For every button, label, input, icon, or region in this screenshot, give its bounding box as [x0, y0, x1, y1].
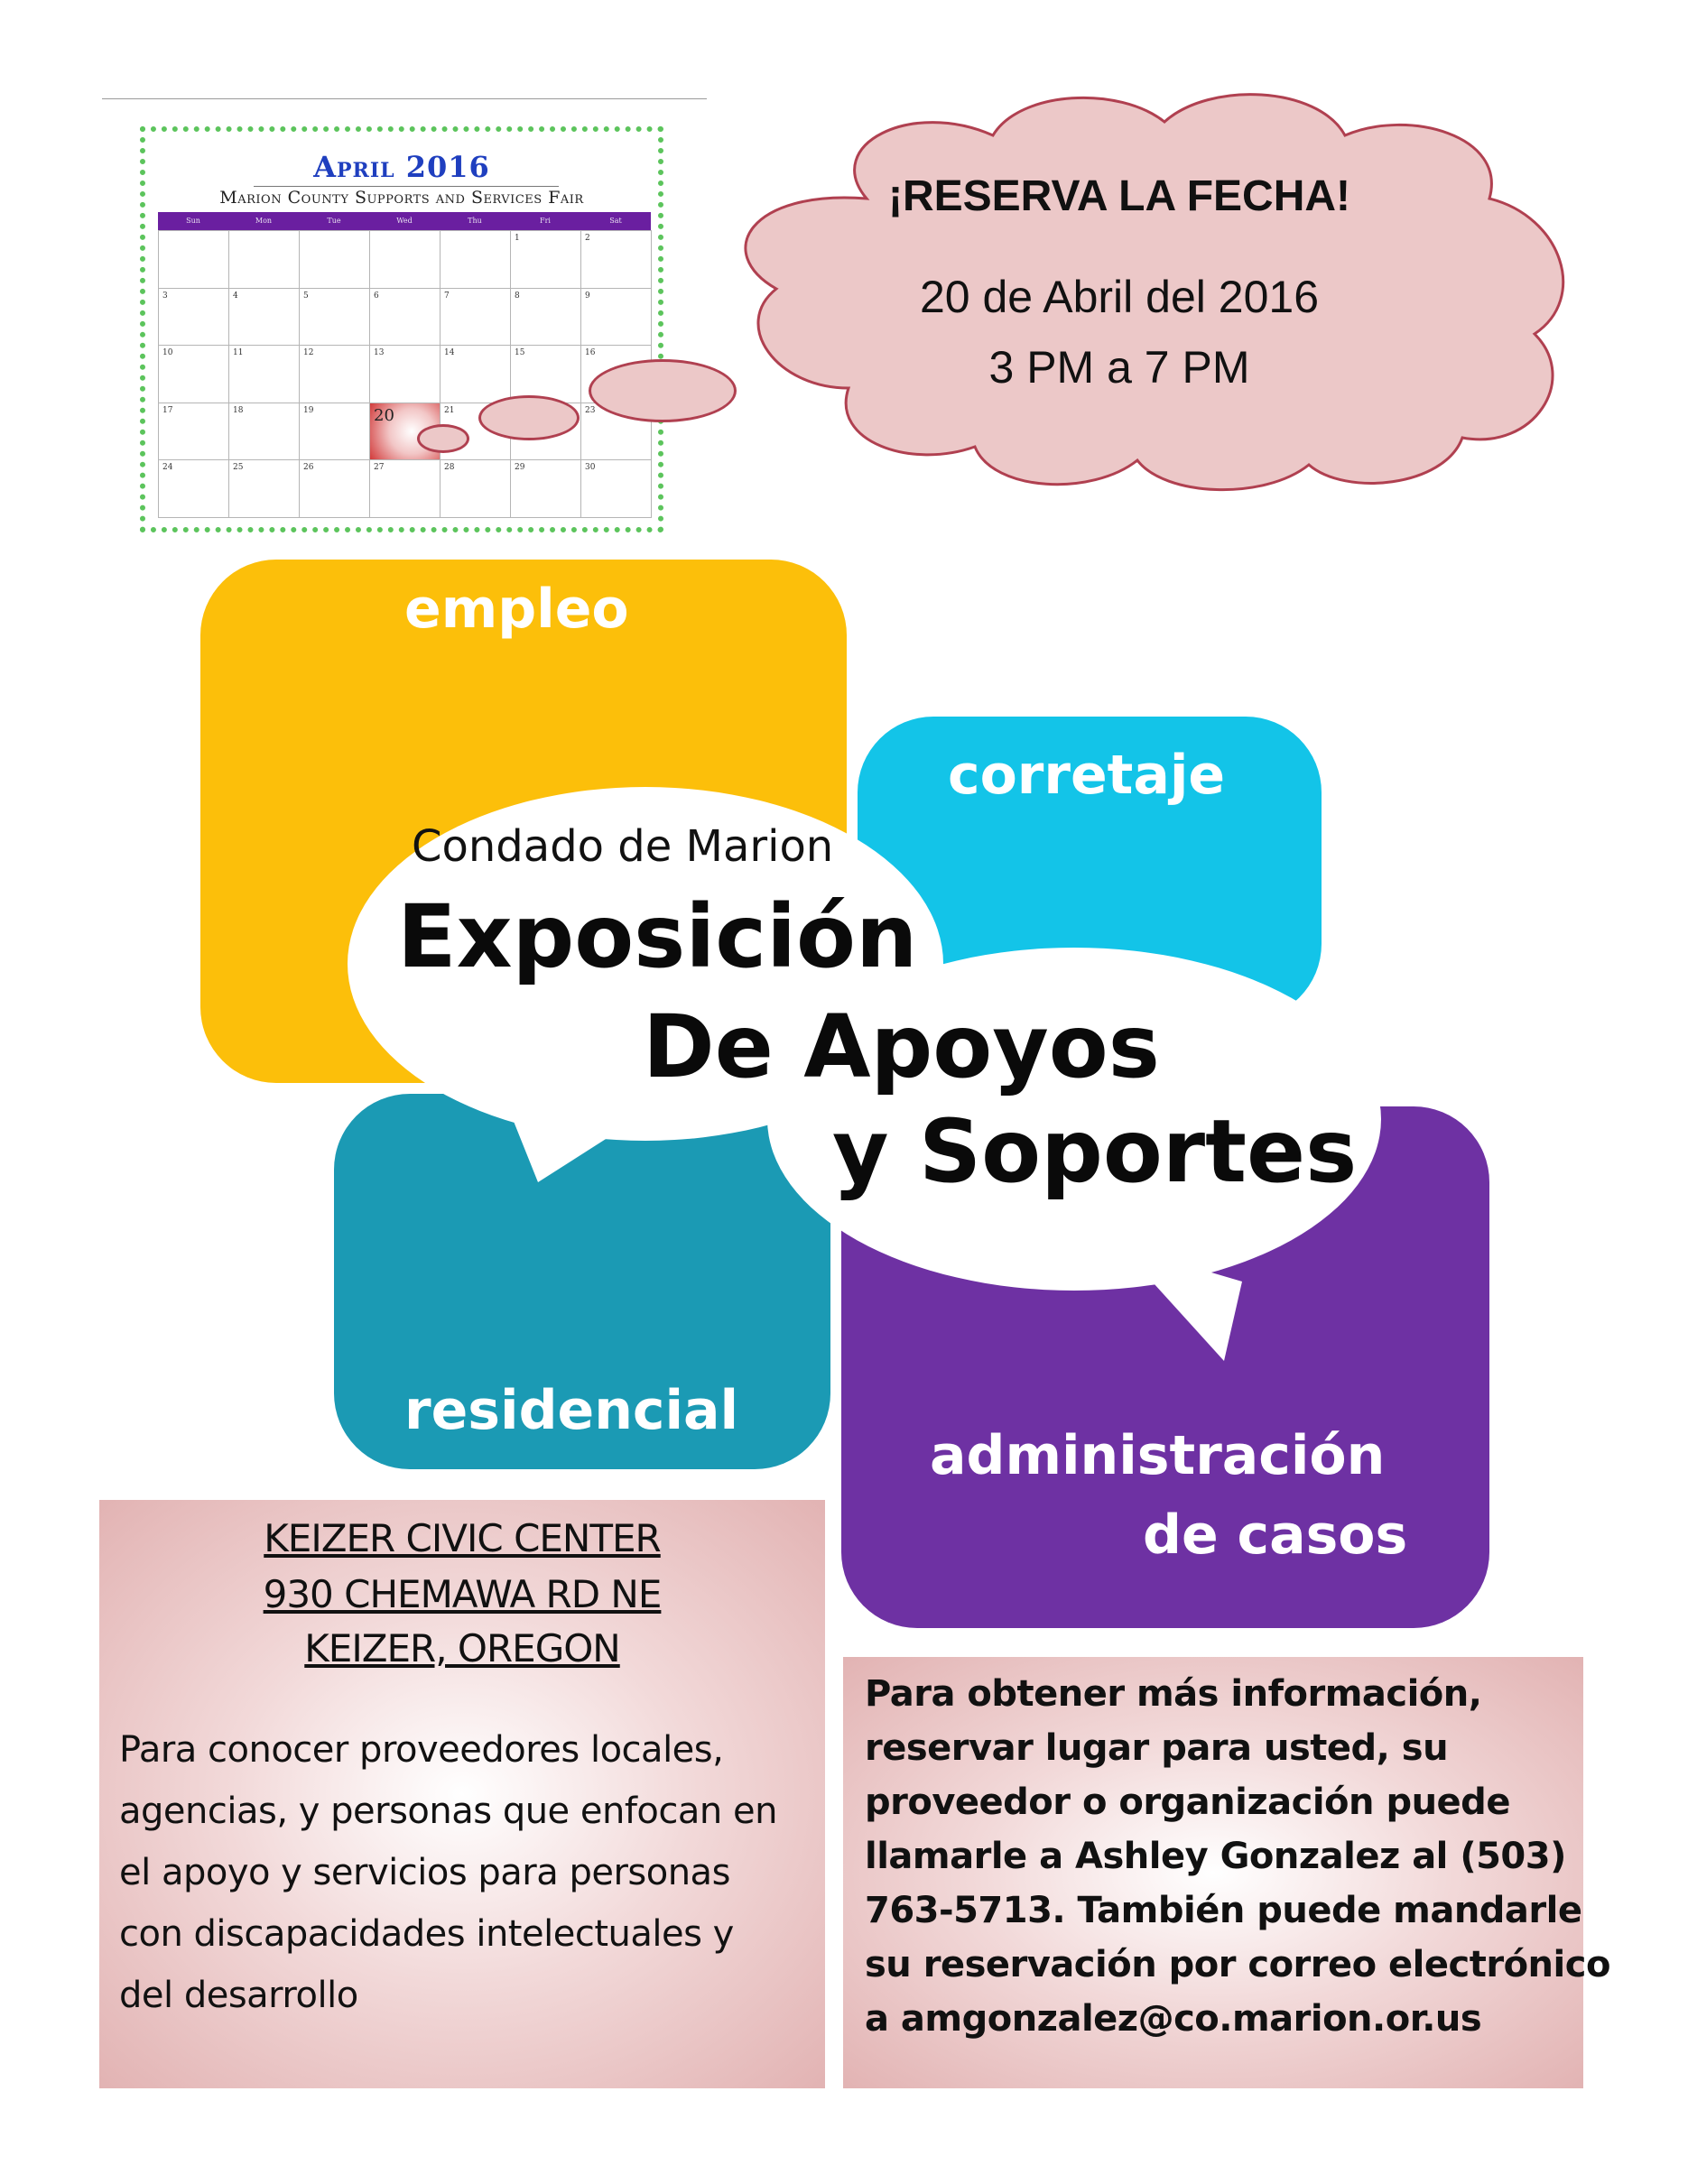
- calendar-title: April 2016: [313, 150, 490, 184]
- description-line: agencias, y personas que enfocan en: [119, 1791, 777, 1832]
- calendar-day-number: 25: [233, 463, 244, 473]
- calendar-day-number: 1: [515, 234, 520, 243]
- contact-line: Para obtener más información,: [865, 1673, 1482, 1715]
- calendar-day-number: 15: [515, 348, 525, 358]
- description-line: del desarrollo: [119, 1975, 358, 2016]
- calendar-day-number: 4: [233, 291, 238, 301]
- weekday-label: Sun: [186, 217, 200, 225]
- empleo-label: empleo: [404, 578, 629, 641]
- weekday-label: Wed: [396, 217, 413, 225]
- calendar-day-number: 18: [233, 405, 244, 415]
- location-box: [99, 1500, 825, 2088]
- calendar-day-number: 3: [162, 291, 168, 301]
- venue-name: KEIZER CIVIC CENTER: [264, 1516, 661, 1560]
- headline-line2: De Apoyos: [643, 996, 1160, 1097]
- calendar-day-number: 26: [303, 463, 314, 473]
- calendar-day-number: 10: [162, 348, 173, 358]
- calendar-day-number: 30: [585, 463, 596, 473]
- calendar-day-number: 9: [585, 291, 590, 301]
- venue-street: 930 CHEMAWA RD NE: [263, 1572, 662, 1616]
- calendar-day-number: 20: [374, 405, 394, 425]
- save-the-date-title: ¡RESERVA LA FECHA!: [887, 172, 1350, 220]
- venue-city: KEIZER, OREGON: [304, 1626, 620, 1670]
- calendar-day-number: 11: [233, 348, 244, 358]
- corretaje-label: corretaje: [948, 744, 1226, 807]
- description-line: con discapacidades intelectuales y: [119, 1913, 734, 1955]
- calendar-day-number: 23: [585, 405, 596, 415]
- contact-line: llamarle a Ashley Gonzalez al (503): [865, 1836, 1566, 1877]
- calendar-subtitle: Marion County Supports and Services Fair: [219, 188, 584, 208]
- calendar-day-number: 7: [444, 291, 450, 301]
- headline-line3: y Soportes: [832, 1101, 1358, 1202]
- event-time: 3 PM a 7 PM: [988, 342, 1250, 393]
- calendar-day-number: 21: [444, 405, 455, 415]
- description-line: Para conocer proveedores locales,: [119, 1729, 724, 1771]
- contact-line: proveedor o organización puede: [865, 1781, 1510, 1823]
- calendar-day-number: 28: [444, 463, 455, 473]
- weekday-label: Sat: [609, 217, 622, 225]
- calendar-day-number: 6: [374, 291, 379, 301]
- contact-line: 763-5713. También puede mandarle: [865, 1890, 1582, 1931]
- calendar-day-number: 13: [374, 348, 385, 358]
- contact-line: su reservación por correo electrónico: [865, 1944, 1610, 1985]
- contact-line: reservar lugar para usted, su: [865, 1727, 1449, 1769]
- residencial-label: residencial: [404, 1379, 739, 1442]
- calendar-day-number: 24: [162, 463, 173, 473]
- weekday-label: Tue: [327, 217, 341, 225]
- administracion-label-line1: administración: [930, 1424, 1386, 1487]
- description-line: el apoyo y servicios para personas: [119, 1852, 730, 1893]
- calendar-day-number: 17: [162, 405, 173, 415]
- calendar-day-number: 5: [303, 291, 309, 301]
- headline-county: Condado de Marion: [412, 821, 834, 872]
- headline-line1: Exposición: [397, 886, 918, 987]
- weekday-label: Mon: [255, 217, 273, 225]
- calendar-day-number: 27: [374, 463, 385, 473]
- contact-email-line: a amgonzalez@co.marion.or.us: [865, 1998, 1482, 2040]
- calendar-day-number: 16: [585, 348, 596, 358]
- weekday-label: Thu: [468, 217, 482, 225]
- calendar-day-number: 29: [515, 463, 525, 473]
- calendar-day-number: 19: [303, 405, 314, 415]
- calendar-day-number: 14: [444, 348, 455, 358]
- calendar-day-number: 12: [303, 348, 314, 358]
- calendar-day-number: 8: [515, 291, 520, 301]
- weekday-label: Fri: [540, 217, 551, 225]
- event-date: 20 de Abril del 2016: [919, 272, 1320, 322]
- contact-box: [843, 1657, 1610, 2088]
- administracion-label-line2: de casos: [1143, 1504, 1408, 1567]
- calendar-day-number: 2: [585, 234, 590, 243]
